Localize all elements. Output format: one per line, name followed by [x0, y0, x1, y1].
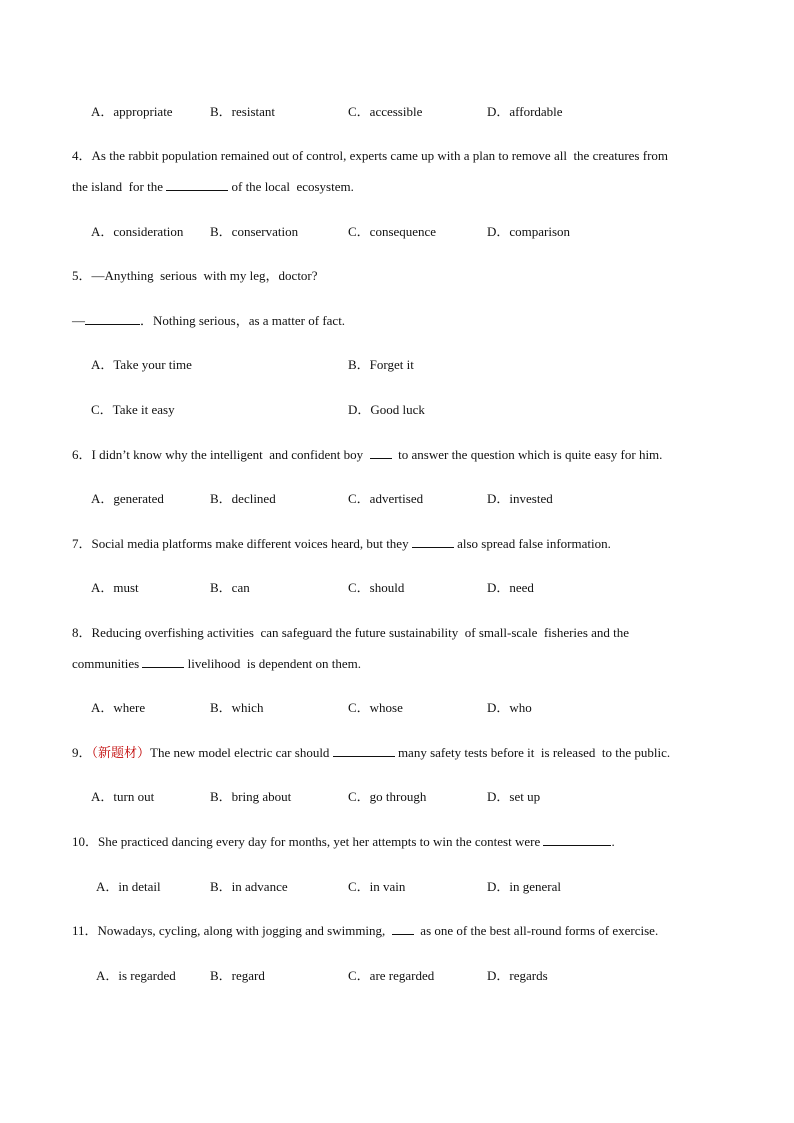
q6-option-a[interactable]: A．generated — [91, 491, 164, 506]
q6-option-b[interactable]: B．declined — [210, 491, 276, 506]
q5-option-b[interactable]: B．Forget it — [348, 357, 414, 372]
q4-option-d[interactable]: D．comparison — [487, 224, 571, 239]
q10-text-after-blank: . — [611, 834, 615, 849]
q10-option-c[interactable]: C．in vain — [348, 879, 406, 894]
q8-text-before-blank: communities — [72, 656, 143, 671]
q9-answer-blank[interactable] — [333, 745, 395, 757]
q9-text-after-blank: many safety tests before it is released to the public. — [394, 745, 671, 760]
q5-stem-line1: 5．—Anything serious with my leg，doctor? — [72, 268, 318, 283]
q7-option-d[interactable]: D．need — [487, 580, 534, 595]
q5-option-c[interactable]: C．Take it easy — [91, 402, 175, 417]
q3-option-c[interactable]: C．accessible — [348, 104, 423, 119]
q7-text-after-blank: also spread false information. — [453, 536, 611, 551]
q11-stem — [72, 923, 658, 939]
q9-option-c[interactable]: C．go through — [348, 789, 427, 804]
q6-text-before-blank: 6．I didn’t know why the intelligent and confident boy — [72, 447, 370, 462]
q8-stem-line1: 8．Reducing overfishing activities can safeguard the future sustainability of small-scale fisheries and the — [72, 625, 630, 640]
q9-number: 9． — [72, 745, 92, 760]
q10-text-before-blank: 10．She practiced dancing every day for months, yet her attempts to win the contest were — [72, 834, 544, 849]
q7-option-b[interactable]: B．can — [210, 580, 250, 595]
q8-text-after-blank: livelihood is dependent on them. — [184, 656, 361, 671]
q6-answer-blank[interactable] — [370, 447, 392, 459]
q11-text-before-blank: 11．Nowadays, cycling, along with jogging and swimming, — [72, 923, 392, 938]
q5-text-after-blank: ．Nothing serious，as a matter of fact. — [140, 313, 346, 328]
q11-option-c[interactable]: C．are regarded — [348, 968, 435, 983]
q7-option-c[interactable]: C．should — [348, 580, 405, 595]
q5-stem-line2 — [72, 313, 345, 329]
q7-stem — [72, 536, 611, 552]
q8-option-b[interactable]: B．which — [210, 700, 264, 715]
q3-option-a[interactable]: A．appropriate — [91, 104, 173, 119]
q9-option-a[interactable]: A．turn out — [91, 789, 155, 804]
q9-stem — [72, 745, 670, 761]
q9-new-topic-tag: （新题材） — [91, 745, 151, 760]
q11-option-b[interactable]: B．regard — [210, 968, 265, 983]
q4-stem-line2 — [72, 179, 354, 195]
q10-option-a[interactable]: A．in detail — [96, 879, 161, 894]
q7-option-a[interactable]: A．must — [91, 580, 139, 595]
q4-option-c[interactable]: C．consequence — [348, 224, 437, 239]
q4-option-a[interactable]: A．consideration — [91, 224, 184, 239]
q11-option-a[interactable]: A．is regarded — [96, 968, 176, 983]
q8-option-a[interactable]: A．where — [91, 700, 146, 715]
q10-option-d[interactable]: D．in general — [487, 879, 562, 894]
q5-option-d[interactable]: D．Good luck — [348, 402, 425, 417]
q4-stem-line1: 4．As the rabbit population remained out of control, experts came up with a plan to remove all the creatures from — [72, 148, 669, 163]
q6-option-c[interactable]: C．advertised — [348, 491, 424, 506]
q6-stem — [72, 447, 662, 463]
q8-option-d[interactable]: D．who — [487, 700, 532, 715]
q11-text-after-blank: as one of the best all-round forms of exercise. — [413, 923, 659, 938]
q8-answer-blank[interactable] — [142, 656, 184, 668]
q11-option-d[interactable]: D．regards — [487, 968, 548, 983]
q9-option-d[interactable]: D．set up — [487, 789, 541, 804]
q4-text-before-blank: the island for the — [72, 179, 167, 194]
q5-text-before-blank: — — [72, 313, 85, 328]
q10-answer-blank[interactable] — [543, 834, 611, 846]
q5-answer-blank[interactable] — [85, 313, 140, 325]
q7-answer-blank[interactable] — [412, 536, 454, 548]
q9-text-before-blank: The new model electric car should — [150, 745, 333, 760]
q3-option-b[interactable]: B．resistant — [210, 104, 275, 119]
q8-stem-line2 — [72, 656, 361, 672]
q5-option-a[interactable]: A．Take your time — [91, 357, 192, 372]
q3-option-d[interactable]: D．affordable — [487, 104, 563, 119]
q8-option-c[interactable]: C．whose — [348, 700, 403, 715]
q11-answer-blank[interactable] — [392, 923, 414, 935]
q10-option-b[interactable]: B．in advance — [210, 879, 288, 894]
q4-option-b[interactable]: B．conservation — [210, 224, 299, 239]
q9-option-b[interactable]: B．bring about — [210, 789, 292, 804]
q6-text-after-blank: to answer the question which is quite easy for him. — [391, 447, 663, 462]
q4-text-after-blank: of the local ecosystem. — [228, 179, 354, 194]
q6-option-d[interactable]: D．invested — [487, 491, 553, 506]
q4-answer-blank[interactable] — [166, 179, 228, 191]
q10-stem — [72, 834, 615, 850]
q7-text-before-blank: 7．Social media platforms make different voices heard, but they — [72, 536, 412, 551]
